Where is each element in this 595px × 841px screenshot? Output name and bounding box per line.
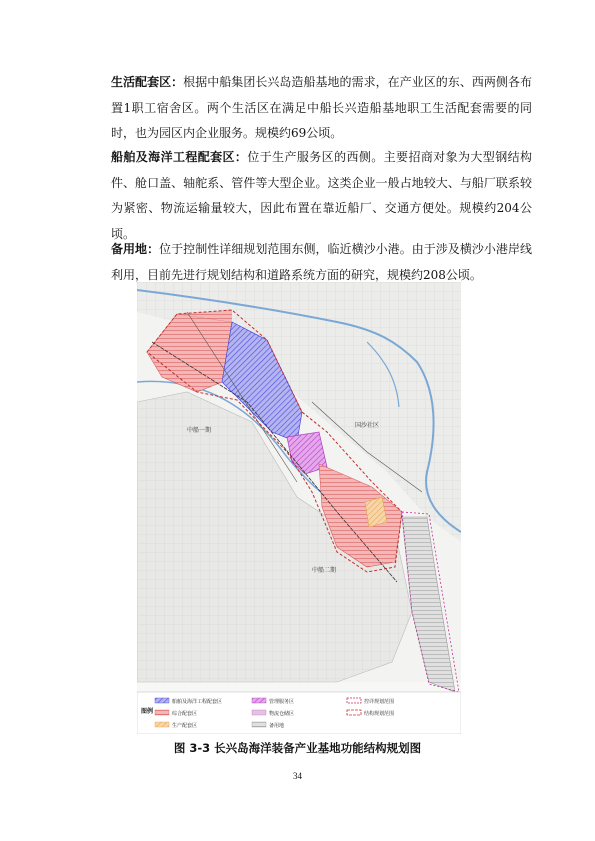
legend-title: 图例 [141, 708, 154, 715]
page-number: 34 [293, 771, 302, 781]
figure-caption: 图 3-3 长兴岛海洋装备产业基地功能结构规划图 [173, 741, 422, 755]
legend-swatch [252, 722, 266, 727]
paragraph-ship-area [87, 145, 532, 247]
legend-swatch [155, 710, 169, 715]
lead-living-area: 生活配套区： [111, 75, 184, 89]
legend-swatch [155, 722, 169, 727]
legend-label: 生产配套区 [172, 723, 198, 729]
legend-label: 管理服务区 [269, 699, 295, 705]
legend-label: 控详规划范围 [364, 699, 395, 705]
text-reserve-land: 位于控制性详细规划范围东侧，临近横沙小港。由于涉及横沙小港岸线利用，目前先进行规划结构和道路系统方面的研究，规模约208公顷。 [111, 242, 532, 282]
text-ship-area: 位于生产服务区的西侧。主要招商对象为大型钢结构件、舱口盖、轴舵系、管件等大型企业。这类企业一般占地较大、与船厂联系较为紧密、物流运输量较大，因此布置在靠近船厂、交通方便处。规模约204公顷。 [111, 150, 532, 241]
legend-swatch [252, 698, 266, 703]
lead-reserve-land: 备用地： [111, 242, 160, 256]
lead-ship-area: 船舶及海洋工程配套区： [111, 150, 248, 164]
label-phase-two: 中船二期 [312, 567, 337, 574]
planning-map [137, 282, 461, 734]
legend-label: 结构规划范围 [364, 711, 395, 717]
paragraph-living-area [87, 70, 532, 147]
legend-label: 船舶及海洋工程配套区 [172, 699, 223, 705]
legend-swatch [155, 698, 169, 703]
paragraph-reserve-land [87, 237, 532, 288]
text-living-area: 根据中船集团长兴岛造船基地的需求，在产业区的东、西两侧各布置1职工宿舍区。两个生活区在满足中船长兴造船基地职工生活配套需要的同时，也为园区内企业服务。规模约69公顷。 [111, 75, 532, 140]
label-phase-one: 中船一期 [187, 427, 212, 434]
planning-map-figure [137, 282, 461, 734]
legend-label: 物流仓储区 [269, 711, 295, 717]
legend-label: 备用地 [269, 723, 285, 729]
label-community: 国沙社区 [355, 422, 380, 429]
legend-label: 综合配套区 [172, 711, 198, 717]
legend-swatch [252, 710, 266, 715]
